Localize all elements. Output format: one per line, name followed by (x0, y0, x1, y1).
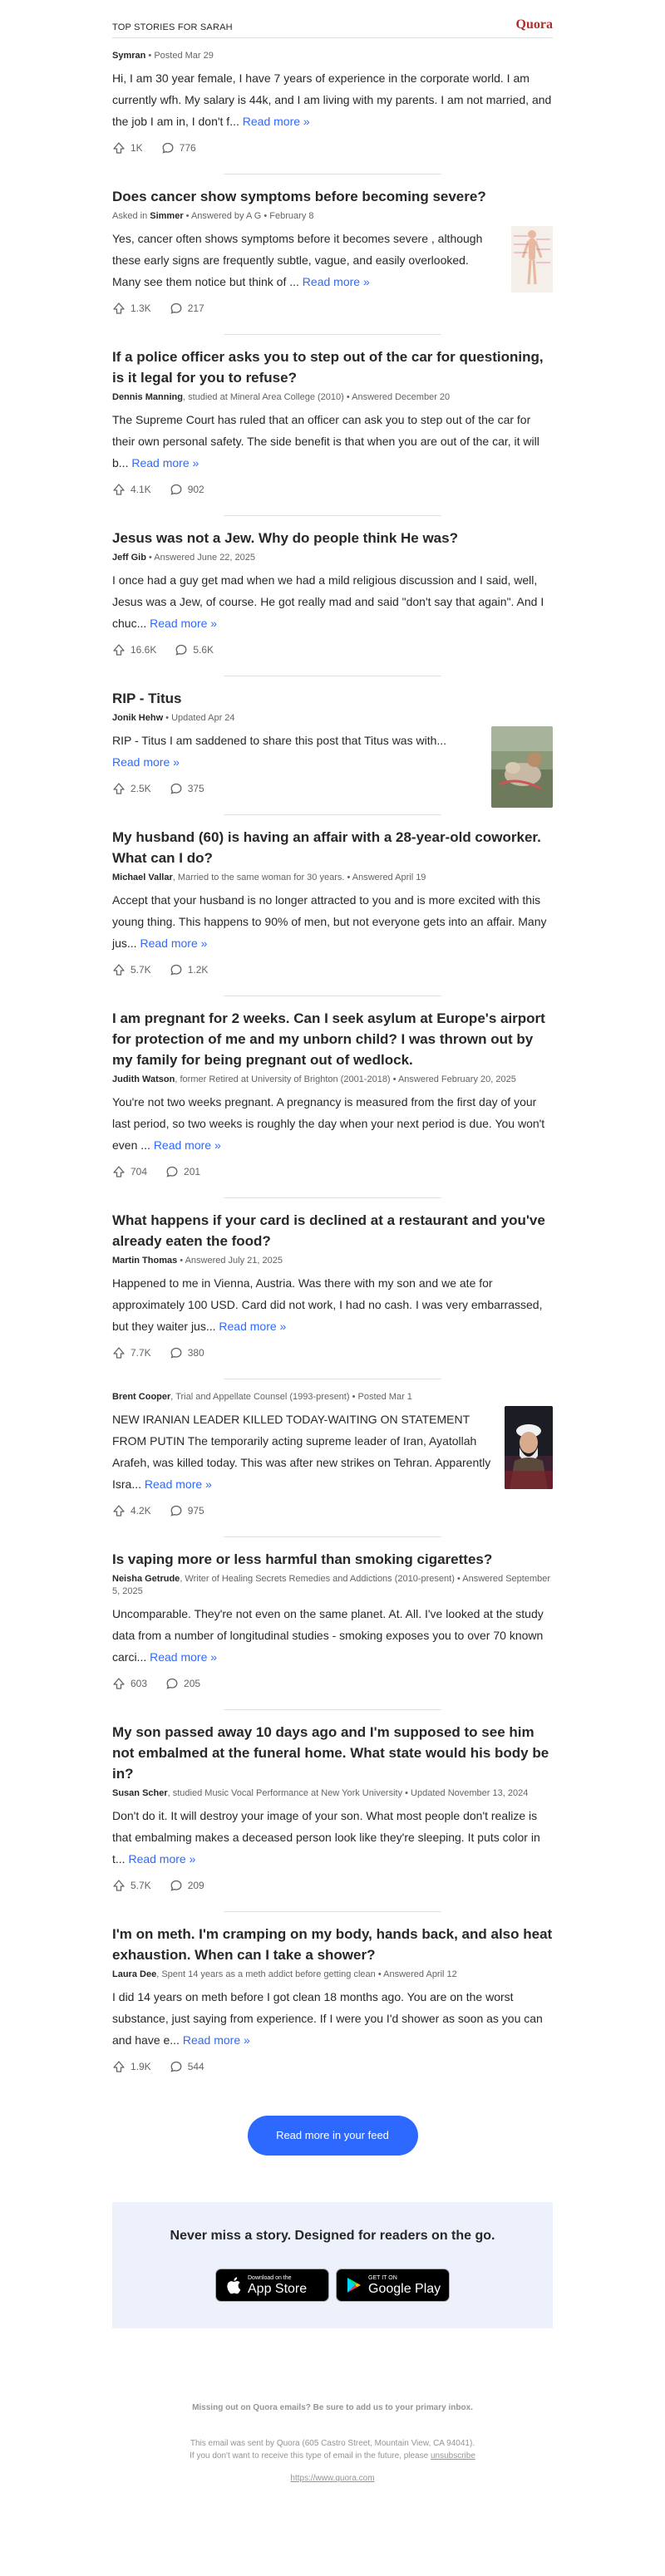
read-more-link[interactable]: Read more » (302, 275, 370, 288)
upvote-icon (112, 963, 126, 976)
story-card (112, 1198, 553, 1360)
upvote-count: 1.9K (131, 2061, 151, 2072)
story-body (112, 67, 553, 132)
story-meta: Dennis Manning, studied at Mineral Area College (2010) • Answered December 20 (112, 392, 451, 402)
comment-icon (170, 1504, 183, 1517)
story-stats (112, 140, 553, 155)
story-meta: Neisha Getrude, Writer of Healing Secrets Remedies and Addictions (2010-present) • Answered September 5, 2025 (112, 1574, 551, 1596)
email-header (112, 0, 553, 38)
comment-count: 201 (184, 1166, 201, 1177)
story-body (112, 409, 553, 474)
read-more-link[interactable]: Read more » (182, 2033, 250, 2047)
upvote-count: 704 (131, 1166, 148, 1177)
upvote-icon (112, 483, 126, 496)
story-body (112, 1408, 495, 1495)
comment-button[interactable] (175, 643, 214, 656)
story-stats (112, 642, 553, 657)
story-excerpt: Uncomparable. They're not even on the same planet. At. All. I've looked at the study data from a number of longitudinal studies - smoking exposes you to over 70 known carci... (112, 1607, 544, 1664)
upvote-icon (112, 141, 126, 155)
comment-icon (170, 2060, 183, 2073)
story-title[interactable]: My husband (60) is having an affair with a 28-year-old coworker. What can I do? (112, 829, 541, 866)
read-more-link[interactable]: Read more » (128, 1852, 196, 1866)
author-name[interactable]: Dennis Manning (112, 392, 183, 402)
comment-icon (170, 1346, 183, 1359)
upvote-count: 2.5K (131, 783, 151, 794)
author-name[interactable]: Laura Dee (112, 1969, 157, 1979)
unsubscribe-link[interactable]: unsubscribe (430, 2451, 475, 2460)
upvote-count: 4.2K (131, 1505, 151, 1517)
comment-count: 975 (187, 1505, 204, 1517)
email-footer (112, 2401, 553, 2485)
story-card (112, 1537, 553, 1691)
comment-button[interactable] (170, 302, 204, 315)
appstore-large-text: App Store (248, 2281, 308, 2296)
comment-button[interactable] (165, 1165, 200, 1178)
story-excerpt: Hi, I am 30 year female, I have 7 years of experience in the corporate world. I am currently wfh. My salary is 44k, and I am living with my parents. I am not married, and the job I am in, I don't f... (112, 71, 552, 128)
quora-url-link[interactable]: https://www.quora.com (290, 2474, 375, 2483)
comment-button[interactable] (161, 141, 196, 155)
email-body (112, 0, 553, 2485)
upvote-button[interactable] (112, 643, 156, 656)
comment-button[interactable] (170, 1504, 204, 1517)
comment-count: 5.6K (193, 644, 214, 656)
story-stats (112, 1878, 553, 1893)
story-excerpt: I did 14 years on meth before I got clean 18 months ago. You are on the worst substance, just saying from experience. If I were you I'd shower as soon as you can and have e... (112, 1990, 543, 2047)
upvote-button[interactable] (112, 1879, 151, 1892)
comment-icon (170, 1879, 183, 1892)
story-excerpt: Yes, cancer often shows symptoms before it becomes severe , although these early signs are frequently subtle, vague, and easily overlooked. Many see them notice but think of ... (112, 232, 483, 288)
comment-icon (170, 483, 183, 496)
upvote-icon (112, 782, 126, 795)
story-body (112, 1805, 553, 1870)
comment-count: 209 (187, 1880, 204, 1891)
story-meta: Laura Dee, Spent 14 years as a meth addict before getting clean • Answered April 12 (112, 1969, 457, 1979)
story-title[interactable]: Jesus was not a Jew. Why do people think He was? (112, 530, 458, 546)
read-more-link[interactable]: Read more » (112, 755, 180, 769)
upvote-icon (112, 2060, 126, 2073)
story-excerpt: Happened to me in Vienna, Austria. Was there with my son and we ate for approximately 100 USD. Card did not work, I had no cash. I was very embarrassed, but they waiter jus... (112, 1276, 543, 1333)
google-play-badge[interactable] (336, 2269, 450, 2302)
upvote-count: 4.1K (131, 484, 151, 495)
read-more-link[interactable]: Read more » (150, 1650, 218, 1664)
comment-count: 380 (187, 1347, 204, 1359)
comment-icon (161, 141, 175, 155)
comment-count: 544 (187, 2061, 204, 2072)
story-meta: Brent Cooper, Trial and Appellate Counsel (1993-present) • Posted Mar 1 (112, 1392, 412, 1402)
author-name[interactable]: Michael Vallar (112, 873, 173, 882)
upvote-icon (112, 1677, 126, 1690)
story-card (112, 815, 553, 977)
comment-count: 205 (184, 1678, 201, 1689)
comment-icon (165, 1677, 179, 1690)
comment-button[interactable] (170, 483, 204, 496)
upvote-count: 5.7K (131, 964, 151, 976)
story-excerpt: Accept that your husband is no longer attracted to you and is more excited with this young thing. This happens to 90% of men, but not everyone gets into an affair. Many jus... (112, 893, 547, 950)
upvote-button[interactable] (112, 1504, 151, 1517)
story-title[interactable]: Is vaping more or less harmful than smoking cigarettes? (112, 1551, 493, 1567)
story-card (112, 175, 553, 316)
story-stats (112, 301, 553, 316)
story-title[interactable]: RIP - Titus (112, 691, 182, 706)
upvote-button[interactable] (112, 2060, 151, 2073)
footer-sender-note: This email was sent by Quora (605 Castro Street, Mountain View, CA 94041). (190, 2439, 475, 2448)
footer-unsub-text: If you don't want to receive this type of email in the future, please (190, 2451, 429, 2460)
story-title[interactable]: I am pregnant for 2 weeks. Can I seek asylum at Europe's airport for protection of me and my unborn child? I was thrown out by my family for being pregnant out of wedlock. (112, 1010, 545, 1068)
comment-count: 902 (187, 484, 204, 495)
appstore-small-text: Download on the (248, 2274, 292, 2281)
read-more-feed-button[interactable]: Read more in your feed (248, 2116, 418, 2156)
comment-icon (165, 1165, 179, 1178)
story-meta: Asked in Simmer • Answered by A G • February 8 (112, 211, 314, 221)
play-large-text: Google Play (368, 2281, 441, 2296)
upvote-button[interactable] (112, 1165, 147, 1178)
story-stats (112, 482, 553, 497)
story-excerpt: Don't do it. It will destroy your image of your son. What most people don't realize is that embalming makes a deceased person look like they're sleeping. It puts color in t... (112, 1809, 540, 1866)
promo-title: Never miss a story. Designed for readers on the go. (170, 2229, 495, 2243)
story-card (112, 516, 553, 657)
comment-count: 375 (187, 783, 204, 794)
story-card (112, 1912, 553, 2074)
anatomy-chart-image[interactable] (511, 226, 553, 293)
upvote-icon (112, 1504, 126, 1517)
upvote-button[interactable] (112, 1346, 151, 1359)
story-meta: Michael Vallar, Married to the same woman for 30 years. • Answered April 19 (112, 873, 426, 882)
story-card (112, 1379, 553, 1518)
comment-button[interactable] (170, 1346, 204, 1359)
author-name[interactable]: Judith Watson (112, 1074, 175, 1084)
upvote-button[interactable] (112, 1677, 147, 1690)
footer-inbox-note: Missing out on Quora emails? Be sure to add us to your primary inbox. (192, 2403, 473, 2412)
upvote-count: 1.3K (131, 302, 151, 314)
story-body (112, 569, 553, 634)
comment-count: 1.2K (187, 964, 209, 976)
author-name[interactable]: Neisha Getrude (112, 1574, 180, 1584)
apple-icon (226, 2276, 241, 2294)
upvote-button[interactable] (112, 483, 151, 496)
play-small-text: GET IT ON (368, 2274, 397, 2281)
story-excerpt: You're not two weeks pregnant. A pregnancy is measured from the first day of your last period, so two weeks is roughly the day when your next period is due. You won't even ... (112, 1095, 545, 1152)
story-card (112, 996, 553, 1179)
google-play-icon (347, 2277, 362, 2293)
author-name[interactable]: Brent Cooper (112, 1392, 171, 1402)
comment-icon (170, 963, 183, 976)
rip-photo[interactable] (491, 726, 553, 808)
comment-count: 217 (187, 302, 204, 314)
story-title[interactable]: Does cancer show symptoms before becoming severe? (112, 189, 486, 204)
story-meta: Susan Scher, studied Music Vocal Performance at New York University • Updated November 13, 2024 (112, 1788, 529, 1798)
upvote-icon (112, 1879, 126, 1892)
read-more-link[interactable]: Read more » (242, 115, 310, 128)
upvote-count: 1K (131, 142, 143, 154)
upvote-button[interactable] (112, 963, 151, 976)
story-stats (112, 2059, 553, 2074)
story-meta: Jeff Gib • Answered June 22, 2025 (112, 553, 256, 563)
author-name[interactable]: Susan Scher (112, 1788, 168, 1798)
comment-button[interactable] (170, 2060, 204, 2073)
upvote-icon (112, 1346, 126, 1359)
comment-icon (170, 782, 183, 795)
story-excerpt: I once had a guy get mad when we had a mild religious discussion and I said, well, Jesus was a Jew, of course. He got really mad and said "don't say that again". And I chuc... (112, 573, 544, 630)
upvote-icon (112, 1165, 126, 1178)
story-stats (112, 781, 553, 796)
story-body (112, 1603, 553, 1668)
author-name[interactable]: Jonik Hehw (112, 713, 164, 723)
story-title[interactable]: My son passed away 10 days ago and I'm supposed to see him not embalmed at the funeral home. What state would his body be in? (112, 1724, 549, 1782)
comment-button[interactable] (165, 1677, 200, 1690)
read-more-link[interactable]: Read more » (131, 456, 200, 469)
story-card (112, 1710, 553, 1893)
story-stats (112, 962, 553, 977)
story-excerpt: RIP - Titus I am saddened to share this post that Titus was with... (112, 734, 447, 747)
read-more-link[interactable]: Read more » (153, 1138, 221, 1152)
footer-unsubscribe-note (112, 2450, 553, 2462)
upvote-icon (112, 302, 126, 315)
story-card (112, 38, 553, 155)
story-stats (112, 1345, 553, 1360)
story-title[interactable]: What happens if your card is declined at a restaurant and you've already eaten the food? (112, 1212, 545, 1249)
upvote-count: 16.6K (131, 644, 157, 656)
author-name[interactable]: Jeff Gib (112, 553, 146, 563)
upvote-icon (112, 643, 126, 656)
comment-button[interactable] (170, 963, 209, 976)
app-store-badge[interactable] (215, 2269, 329, 2302)
comment-icon (175, 643, 188, 656)
read-more-link[interactable]: Read more » (219, 1320, 287, 1333)
story-body (112, 730, 474, 773)
story-meta: Symran • Posted Mar 29 (112, 51, 214, 61)
comment-button[interactable] (170, 1879, 204, 1892)
story-meta: Jonik Hehw • Updated Apr 24 (112, 713, 235, 723)
app-promo (112, 2202, 553, 2328)
story-excerpt: NEW IRANIAN LEADER KILLED TODAY-WAITING ON STATEMENT FROM PUTIN The temporarily acting supreme leader of Iran, Ayatollah Arafeh, was killed today. This was after new strikes on Tehran. Apparently Isra... (112, 1413, 491, 1491)
author-name[interactable]: Symran (112, 51, 146, 61)
story-excerpt: The Supreme Court has ruled that an officer can ask you to step out of the car for their own personal safety. The side benefit is that when you are out of the car, it will b... (112, 413, 539, 469)
story-card (112, 676, 553, 796)
space-name[interactable]: Simmer (150, 211, 184, 221)
story-body (112, 889, 553, 954)
read-more-link[interactable]: Read more » (150, 617, 218, 630)
comment-button[interactable] (170, 782, 204, 795)
story-meta: Martin Thomas • Answered July 21, 2025 (112, 1256, 283, 1266)
upvote-button[interactable] (112, 141, 143, 155)
story-stats (112, 1676, 553, 1691)
story-body (112, 1986, 553, 2051)
author-name[interactable]: Martin Thomas (112, 1256, 178, 1266)
comment-count: 776 (179, 142, 196, 154)
upvote-count: 5.7K (131, 1880, 151, 1891)
story-body (112, 228, 490, 293)
upvote-button[interactable] (112, 302, 151, 315)
story-title[interactable]: If a police officer asks you to step out of the car for questioning, is it legal for you to refuse? (112, 349, 544, 386)
story-title[interactable]: I'm on meth. I'm cramping on my body, hands back, and also heat exhaustion. When can I take a shower? (112, 1926, 553, 1963)
read-more-link[interactable]: Read more » (140, 937, 208, 950)
story-meta: Judith Watson, former Retired at University of Brighton (2001-2018) • Answered February 20, 2025 (112, 1074, 516, 1084)
quora-logo[interactable]: Quora (515, 17, 553, 32)
story-body (112, 1091, 553, 1156)
story-card (112, 335, 553, 497)
header-label: TOP STORIES FOR SARAH (112, 22, 233, 32)
leader-photo[interactable] (505, 1406, 553, 1489)
comment-icon (170, 302, 183, 315)
read-more-link[interactable]: Read more » (144, 1477, 212, 1491)
story-stats (112, 1503, 553, 1518)
story-stats (112, 1164, 553, 1179)
story-body (112, 1272, 553, 1337)
upvote-count: 603 (131, 1678, 148, 1689)
upvote-count: 7.7K (131, 1347, 151, 1359)
upvote-button[interactable] (112, 782, 151, 795)
story-list (112, 38, 553, 2074)
